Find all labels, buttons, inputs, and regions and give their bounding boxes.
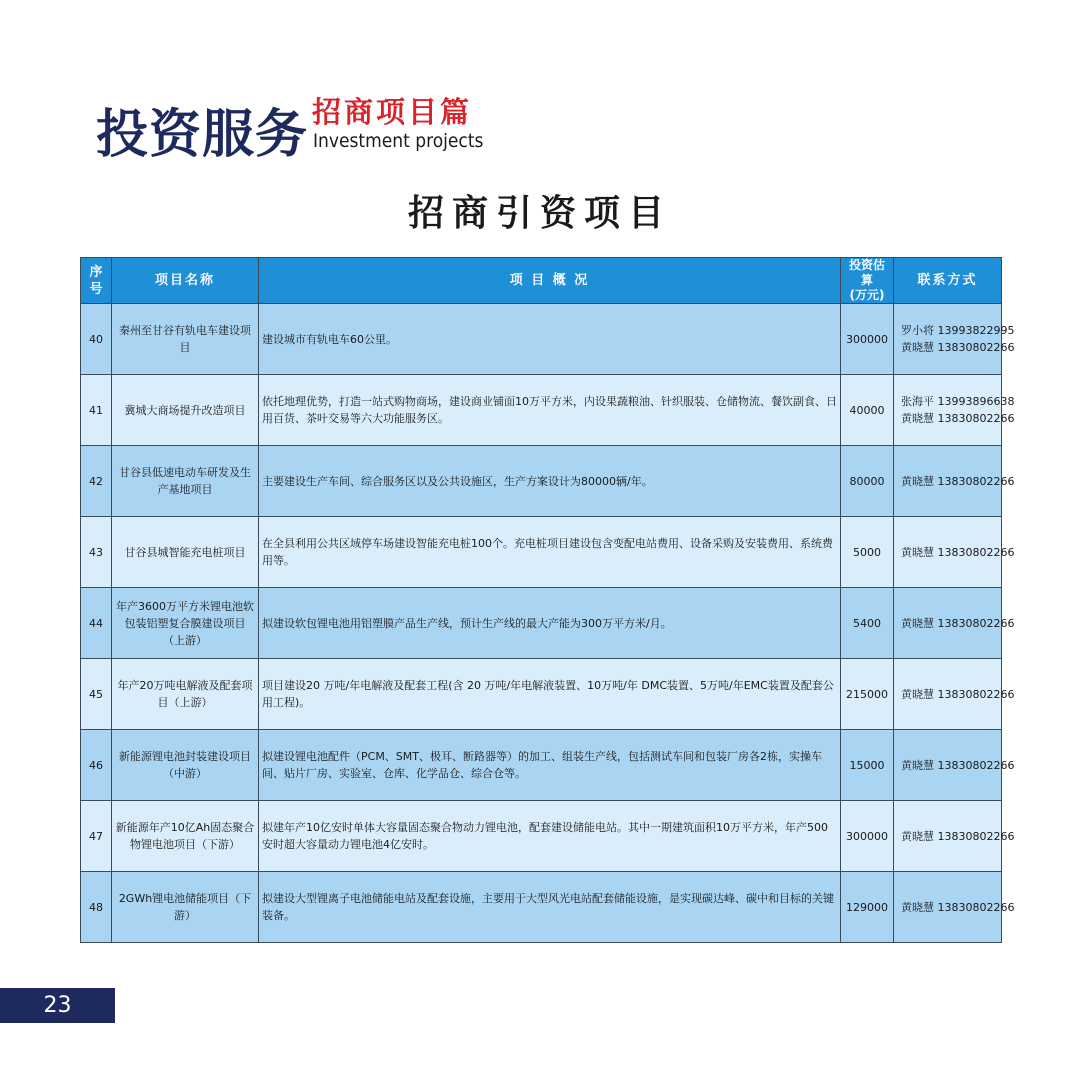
investment-estimate: 129000	[841, 872, 894, 943]
project-name: 年产3600万平方米锂电池软包装铝塑复合膜建设项目（上游）	[112, 588, 259, 659]
contact-info	[894, 588, 1015, 659]
project-overview: 拟建年产10亿安时单体大容量固态聚合物动力锂电池，配套建设储能电站。其中一期建筑面积10万平方米，年产500安时超大容量动力锂电池4亿安时。	[259, 801, 841, 872]
contact-info	[894, 730, 1015, 801]
project-name: 甘谷县城智能充电桩项目	[112, 517, 259, 588]
contact-line: 黄晓慧 13830802266	[901, 341, 1015, 354]
header-no: 序号	[81, 258, 112, 304]
table-row	[81, 659, 1002, 730]
row-number: 44	[81, 588, 112, 659]
contact-info	[894, 304, 1015, 375]
project-overview: 建设城市有轨电车60公里。	[259, 304, 841, 375]
contact-line: 黄晓慧 13830802266	[901, 616, 1015, 630]
project-overview: 项目建设20 万吨/年电解液及配套工程(含 20 万吨/年电解液装置、10万吨/年 DMC装置、5万吨/年EMC装置及配套公用工程)。	[259, 659, 841, 730]
project-overview: 主要建设生产车间、综合服务区以及公共设施区，生产方案设计为80000辆/年。	[259, 446, 841, 517]
contact-info	[894, 659, 1015, 730]
section-subtitle-english: Investment projects	[313, 130, 484, 152]
table-row	[81, 588, 1002, 659]
project-overview: 在全县利用公共区域停车场建设智能充电桩100个。充电桩项目建设包含变配电站费用、设备采购及安装费用、系统费用等。	[259, 517, 841, 588]
brand-title: 投资服务	[96, 105, 309, 165]
project-name: 秦州至甘谷有轨电车建设项目	[112, 304, 259, 375]
row-number: 48	[81, 872, 112, 943]
contact-info	[894, 517, 1015, 588]
page-number: 23	[0, 988, 115, 1023]
project-overview: 拟建设软包锂电池用铝塑膜产品生产线，预计生产线的最大产能为300万平方米/月。	[259, 588, 841, 659]
project-name: 冀城大商场提升改造项目	[112, 375, 259, 446]
header-overview: 项 目 概 况	[259, 258, 841, 304]
project-name: 甘谷县低速电动车研发及生产基地项目	[112, 446, 259, 517]
row-number: 42	[81, 446, 112, 517]
project-name: 年产20万吨电解液及配套项目（上游）	[112, 659, 259, 730]
header-investment-line2: (万元)	[849, 288, 885, 302]
page-title: 招商引资项目	[407, 192, 672, 234]
header-contact: 联系方式	[894, 258, 1002, 304]
investment-estimate: 15000	[841, 730, 894, 801]
row-number: 47	[81, 801, 112, 872]
row-number: 45	[81, 659, 112, 730]
investment-estimate: 5400	[841, 588, 894, 659]
table-row	[81, 304, 1002, 375]
projects-table	[80, 257, 1015, 943]
contact-info	[894, 375, 1015, 446]
contact-line: 黄晓慧 13830802266	[901, 474, 1015, 488]
header-investment	[841, 258, 894, 304]
investment-estimate: 40000	[841, 375, 894, 446]
project-name: 新能源年产10亿Ah固态聚合物锂电池项目（下游）	[112, 801, 259, 872]
row-number: 41	[81, 375, 112, 446]
row-number: 43	[81, 517, 112, 588]
contact-line: 黄晓慧 13830802266	[901, 829, 1015, 843]
project-name: 2GWh锂电池储能项目（下游）	[112, 872, 259, 943]
contact-info	[894, 446, 1015, 517]
project-overview: 拟建设大型锂离子电池储能电站及配套设施，主要用于大型风光电站配套储能设施，是实现碳达峰、碳中和目标的关键装备。	[259, 872, 841, 943]
contact-line: 黄晓慧 13830802266	[901, 545, 1015, 559]
table-row	[81, 446, 1002, 517]
investment-estimate: 300000	[841, 304, 894, 375]
project-name: 新能源锂电池封装建设项目（中游）	[112, 730, 259, 801]
contact-line: 罗小将 13993822995	[901, 324, 1015, 337]
row-number: 40	[81, 304, 112, 375]
contact-info	[894, 801, 1015, 872]
table-row	[81, 872, 1002, 943]
table-row	[81, 517, 1002, 588]
contact-line: 黄晓慧 13830802266	[901, 412, 1015, 425]
investment-estimate: 215000	[841, 659, 894, 730]
project-overview: 依托地理优势，打造一站式购物商场，建设商业铺面10万平方米，内设果蔬粮油、针织服装、仓储物流、餐饮副食、日用百货、茶叶交易等六大功能服务区。	[259, 375, 841, 446]
project-overview: 拟建设锂电池配件（PCM、SMT、极耳、断路器等）的加工、组装生产线，包括测试车间和包装厂房各2栋，实操车间、贴片厂房、实验室、仓库、化学品仓、综合仓等。	[259, 730, 841, 801]
contact-line: 黄晓慧 13830802266	[901, 900, 1015, 914]
table-row	[81, 801, 1002, 872]
contact-line: 黄晓慧 13830802266	[901, 758, 1015, 772]
header-investment-line1: 投资估算	[848, 258, 885, 287]
contact-line: 黄晓慧 13830802266	[901, 687, 1015, 701]
header-project-name: 项目名称	[112, 258, 259, 304]
investment-estimate: 300000	[841, 801, 894, 872]
contact-info	[894, 872, 1015, 943]
table-header-row	[81, 258, 1002, 304]
investment-estimate: 5000	[841, 517, 894, 588]
investment-estimate: 80000	[841, 446, 894, 517]
section-subtitle: 招商项目篇	[312, 95, 473, 129]
table-row	[81, 730, 1002, 801]
row-number: 46	[81, 730, 112, 801]
table-row	[81, 375, 1002, 446]
contact-line: 张海平 13993896638	[901, 395, 1015, 408]
